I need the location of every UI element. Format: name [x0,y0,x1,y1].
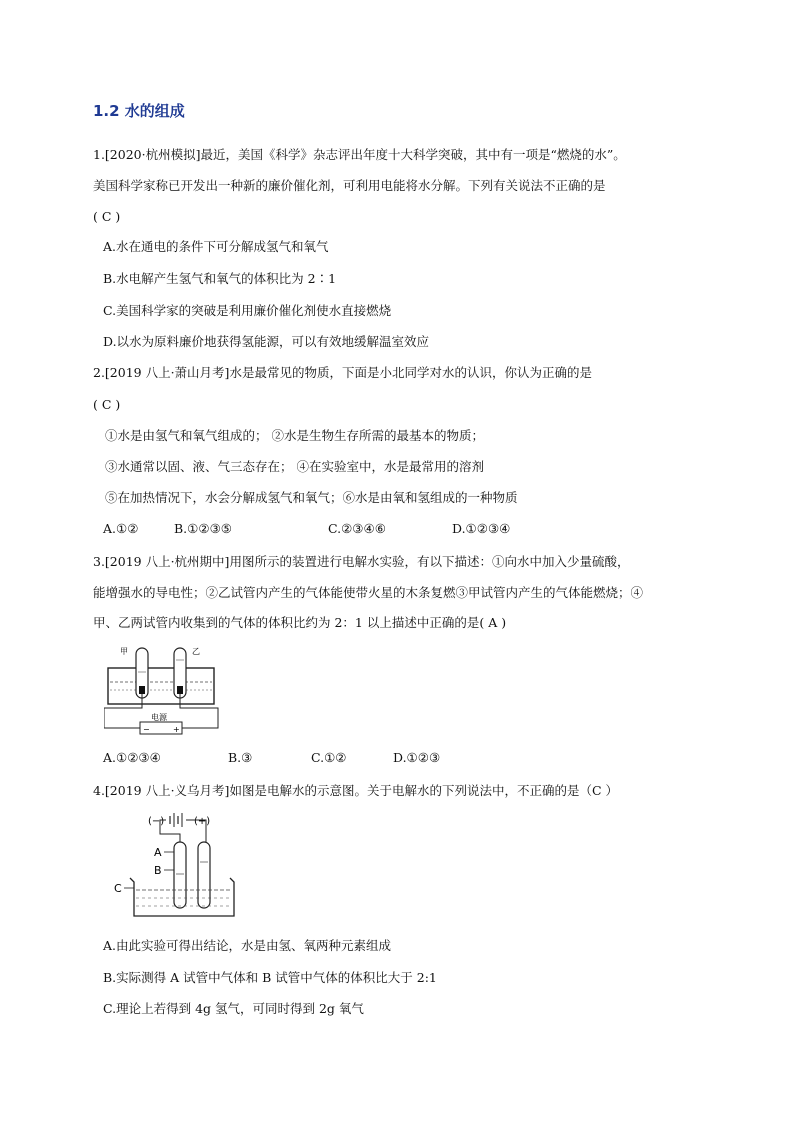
q2-option-a: A.①② [103,521,139,536]
section-title: 1.2 水的组成 [93,102,185,120]
q2-statement-3: ⑤在加热情况下，水会分解成氢气和氧气；⑥水是由氧和氢组成的一种物质 [105,490,518,505]
q2-option-b: B.①②③⑤ [174,521,232,536]
q1-option-d: D.以水为原料廉价地获得氢能源，可以有效地缓解温室效应 [103,334,430,349]
fig2-label-a: A [154,846,162,859]
q3-option-b: B.③ [228,750,253,765]
q4-option-c: C.理论上若得到 4g 氢气，可同时得到 2g 氧气 [103,1001,364,1016]
q3-line3: 甲、乙两试管内收集到的气体的体积比约为 2：1 以上描述中正确的是( A ) [93,615,507,630]
q3-line1: 3.[2019 八上·杭州期中]用图所示的装置进行电解水实验，有以下描述：①向水中加入少量硫酸， [93,554,630,569]
fig1-label-minus: − [143,725,150,734]
q2-answer: ( C ) [93,397,121,412]
q2-option-c: C.②③④⑥ [328,521,386,536]
fig2-label-c: C [114,882,122,895]
fig1-label-yi: 乙 [192,647,200,656]
q2-statement-2: ③水通常以固、液、气三态存在； ④在实验室中，水是最常用的溶剂 [105,459,484,474]
q4-line1: 4.[2019 八上·义乌月考]如图是电解水的示意图。关于电解水的下列说法中，不正确的是（C ） [93,783,618,798]
q1-line1: 1.[2020·杭州模拟]最近，美国《科学》杂志评出年度十大科学突破，其中有一项是“燃烧的水”。 [93,147,626,162]
q3-option-d: D.①②③ [393,750,441,765]
q4-option-a: A.由此实验可得出结论，水是由氢、氧两种元素组成 [103,938,392,953]
fig1-label-plus: + [173,725,180,734]
fig2-label-b: B [154,864,162,877]
electrolysis-apparatus-figure-2 [112,812,238,920]
fig1-label-power: 电源 [151,713,167,722]
q2-option-d: D.①②③④ [452,521,511,536]
q2-line1: 2.[2019 八上·萧山月考]水是最常见的物质，下面是小北同学对水的认识，你认为正确的是 [93,365,592,380]
electrolysis-apparatus-figure-1 [104,642,224,738]
q1-line2: 美国科学家称已开发出一种新的廉价催化剂，可利用电能将水分解。下列有关说法不正确的是 [93,178,606,193]
q1-option-a: A.水在通电的条件下可分解成氢气和氧气 [103,239,329,254]
q1-option-b: B.水电解产生氢气和氧气的体积比为 2∶1 [103,271,337,286]
q3-line2: 能增强水的导电性；②乙试管内产生的气体能使带火星的木条复燃③甲试管内产生的气体能燃烧；④ [93,585,644,600]
q3-option-a: A.①②③④ [103,750,161,765]
q1-option-c: C.美国科学家的突破是利用廉价催化剂使水直接燃烧 [103,303,392,318]
q3-option-c: C.①② [311,750,347,765]
q1-answer: ( C ) [93,209,121,224]
q4-option-b: B.实际测得 A 试管中气体和 B 试管中气体的体积比大于 2:1 [103,970,437,985]
fig2-label-pos: (+) [194,816,211,827]
fig1-label-jia: 甲 [120,647,128,656]
q2-statement-1: ①水是由氢气和氧气组成的； ②水是生物生存所需的最基本的物质； [105,428,484,443]
fig2-label-neg: (−) [148,816,165,827]
